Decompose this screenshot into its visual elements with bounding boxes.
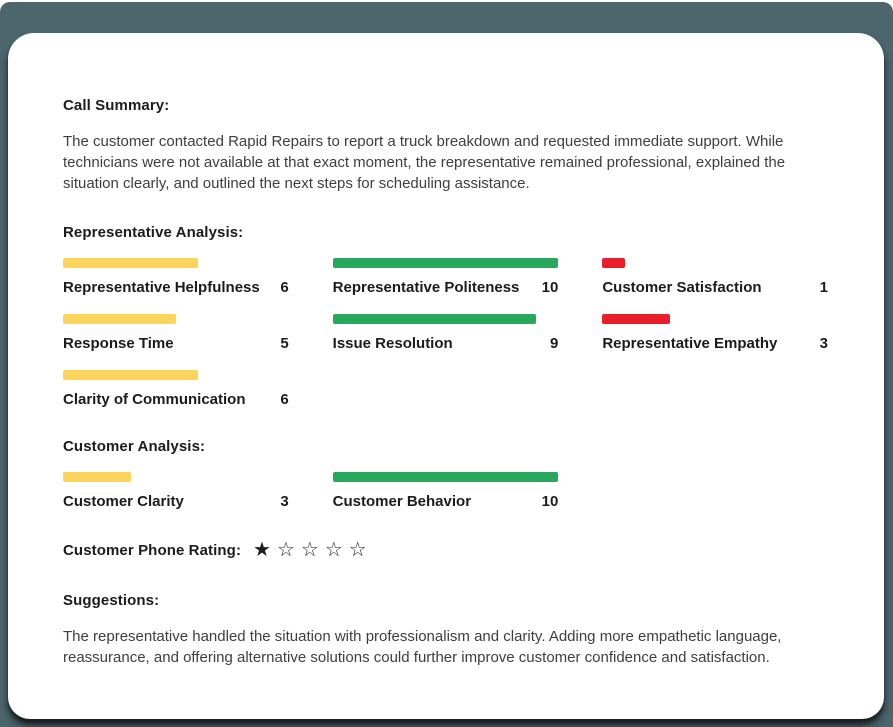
star-filled-icon: ★ — [253, 539, 271, 561]
metric-score-bar — [63, 258, 198, 268]
metric-value: 10 — [541, 279, 559, 296]
metric-label: Customer Behavior — [332, 493, 472, 510]
phone-rating-heading: Customer Phone Rating: — [63, 541, 242, 559]
metric — [602, 258, 828, 296]
metric-score-bar — [602, 314, 670, 324]
metric-label: Response Time — [63, 335, 174, 352]
suggestions-heading: Suggestions: — [63, 592, 160, 609]
metric-score-bar — [333, 258, 559, 268]
metric-value: 1 — [819, 279, 828, 296]
metric-label: Issue Resolution — [332, 335, 453, 352]
metric-value: 3 — [280, 493, 289, 510]
call-summary-body: The customer contacted Rapid Repairs to report a truck breakdown and requested immediate support. While technicians were not available at that exact moment, the representative remained professional, explained the situation clearly, and outlined the next steps for scheduling assistance. — [63, 133, 786, 192]
suggestions-body: The representative handled the situation with professionalism and clarity. Adding more empathetic language, reassurance, and offering alternative solutions could further improve customer confidence and satisfaction. — [63, 628, 782, 666]
call-report-card — [8, 33, 884, 719]
call-summary-heading: Call Summary: — [63, 97, 170, 114]
star-empty-icon: ☆ — [300, 539, 319, 561]
metric-score-bar — [602, 258, 625, 268]
metric-score-bar — [63, 370, 198, 380]
customer-analysis-heading: Customer Analysis: — [63, 438, 206, 455]
metric — [63, 314, 289, 352]
metric-label: Customer Clarity — [63, 493, 184, 510]
phone-rating-row — [63, 540, 828, 560]
metric-label: Representative Empathy — [602, 335, 778, 352]
metric-value: 10 — [541, 493, 559, 510]
metric-value: 5 — [280, 335, 289, 352]
customer-metrics-grid — [63, 472, 828, 510]
metric — [63, 472, 289, 510]
metric-label: Customer Satisfaction — [602, 279, 762, 296]
star-rating — [253, 540, 373, 560]
metric-label: Representative Helpfulness — [63, 279, 260, 296]
metric-score-bar — [63, 472, 131, 482]
metric-value: 6 — [280, 279, 289, 296]
metric-value: 6 — [280, 391, 289, 408]
metric — [63, 258, 289, 296]
metric — [63, 370, 289, 408]
metric — [602, 314, 828, 352]
metric-value: 3 — [819, 335, 828, 352]
metric-value: 9 — [549, 335, 559, 352]
metric — [333, 472, 559, 510]
metric — [333, 258, 559, 296]
metric-label: Representative Politeness — [332, 279, 520, 296]
metric-label: Clarity of Communication — [63, 391, 246, 408]
representative-metrics-grid — [63, 258, 828, 408]
star-empty-icon: ☆ — [348, 539, 367, 561]
metric-score-bar — [63, 314, 176, 324]
star-empty-icon: ☆ — [324, 539, 343, 561]
metric — [333, 314, 559, 352]
star-empty-icon: ☆ — [276, 539, 295, 561]
metric-score-bar — [333, 314, 536, 324]
metric-score-bar — [333, 472, 559, 482]
representative-analysis-heading: Representative Analysis: — [63, 224, 244, 241]
